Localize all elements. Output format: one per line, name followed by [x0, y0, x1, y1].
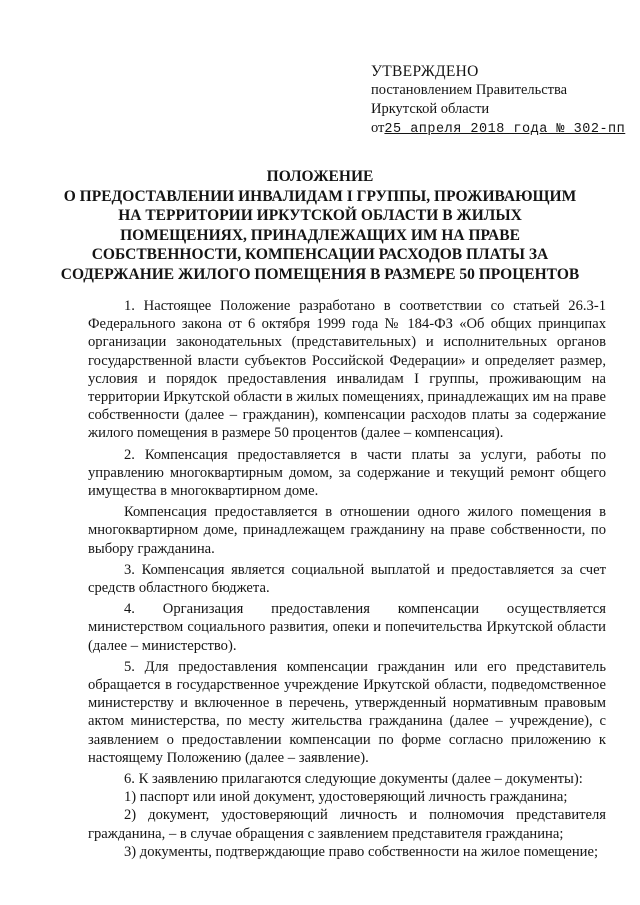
paragraph-5: 5. Для предоставления компенсации гражданин или его представитель обращается в государственное учреждение Иркутской области, подведомственное министерству и включенное в перечень, утвержденный нормативным правовым актом министерства, по месту жительства гражданина (далее – учреждение), с заявлением о предоставлении компенсации по форме согласно приложению к настоящему Положению (далее – заявление).	[88, 658, 606, 766]
title-line: СОБСТВЕННОСТИ, КОМПЕНСАЦИИ РАСХОДОВ ПЛАТЫ ЗА	[91, 246, 549, 264]
list-item-3: 3) документы, подтверждающие право собственности на жилое помещение;	[124, 843, 599, 860]
approval-authority: постановлением Правительства	[371, 82, 568, 98]
paragraph-2-cont: Компенсация предоставляется в отношении одного жилого помещения в многоквартирном доме, принадлежащем гражданину на праве собственности, по выбору гражданина.	[88, 504, 606, 557]
paragraph-2: 2. Компенсация предоставляется в части платы за услуги, работы по управлению многоквартирным домом, за содержание и текущий ремонт общего имущества в многоквартирном доме.	[88, 446, 606, 500]
paragraph-4: 4. Организация предоставления компенсации осуществляется министерством социального развития, опеки и попечительства Иркутской области (далее – министерство).	[88, 601, 606, 654]
title-line: О ПРЕДОСТАВЛЕНИИ ИНВАЛИДАМ I ГРУППЫ, ПРОЖИВАЮЩИМ	[63, 187, 577, 205]
approval-date-value: 25 апреля 2018 года № 302-пп	[384, 122, 626, 137]
title-line: СОДЕРЖАНИЕ ЖИЛОГО ПОМЕЩЕНИЯ В РАЗМЕРЕ 50 ПРОЦЕНТОВ	[60, 265, 580, 283]
title-line: НА ТЕРРИТОРИИ ИРКУТСКОЙ ОБЛАСТИ В ЖИЛЫХ	[118, 207, 522, 225]
document-title	[60, 167, 580, 285]
approval-heading: УТВЕРЖДЕНО	[371, 63, 479, 80]
title-line: ПОЛОЖЕНИЕ	[266, 168, 374, 185]
approval-stamp	[371, 62, 626, 139]
paragraph-1: 1. Настоящее Положение разработано в соответствии со статьей 26.3-1 Федерального закона от 6 октября 1999 года № 184-ФЗ «Об общих принципах организации законодательных (представительных) и исполнительных органов государственной власти субъектов Российской Федерации» и определяет размер, условия и порядок предоставления инвалидам I группы, проживающим на территории Иркутской области в жилых помещениях, принадлежащих им на праве собственности (далее – гражданин), компенсации расходов платы за содержание жилого помещения в размере 50 процентов (далее – компенсация).	[88, 298, 606, 442]
paragraph-6: 6. К заявлению прилагаются следующие документы (далее – документы):	[124, 771, 583, 788]
paragraph-3: 3. Компенсация является социальной выплатой и предоставляется за счет средств областного бюджета.	[88, 561, 606, 597]
title-line: ПОМЕЩЕНИЯХ, ПРИНАДЛЕЖАЩИХ ИМ НА ПРАВЕ	[120, 226, 520, 244]
approval-region: Иркутской области	[371, 101, 490, 117]
document-body	[88, 297, 606, 861]
approval-date-line	[371, 119, 626, 139]
approval-date-prefix: от	[371, 120, 385, 136]
list-item-2: 2) документ, удостоверяющий личность и полномочия представителя гражданина, – в случае обращения с заявлением представителя гражданина;	[88, 807, 606, 842]
list-item-1: 1) паспорт или иной документ, удостоверяющий личность гражданина;	[124, 789, 568, 806]
